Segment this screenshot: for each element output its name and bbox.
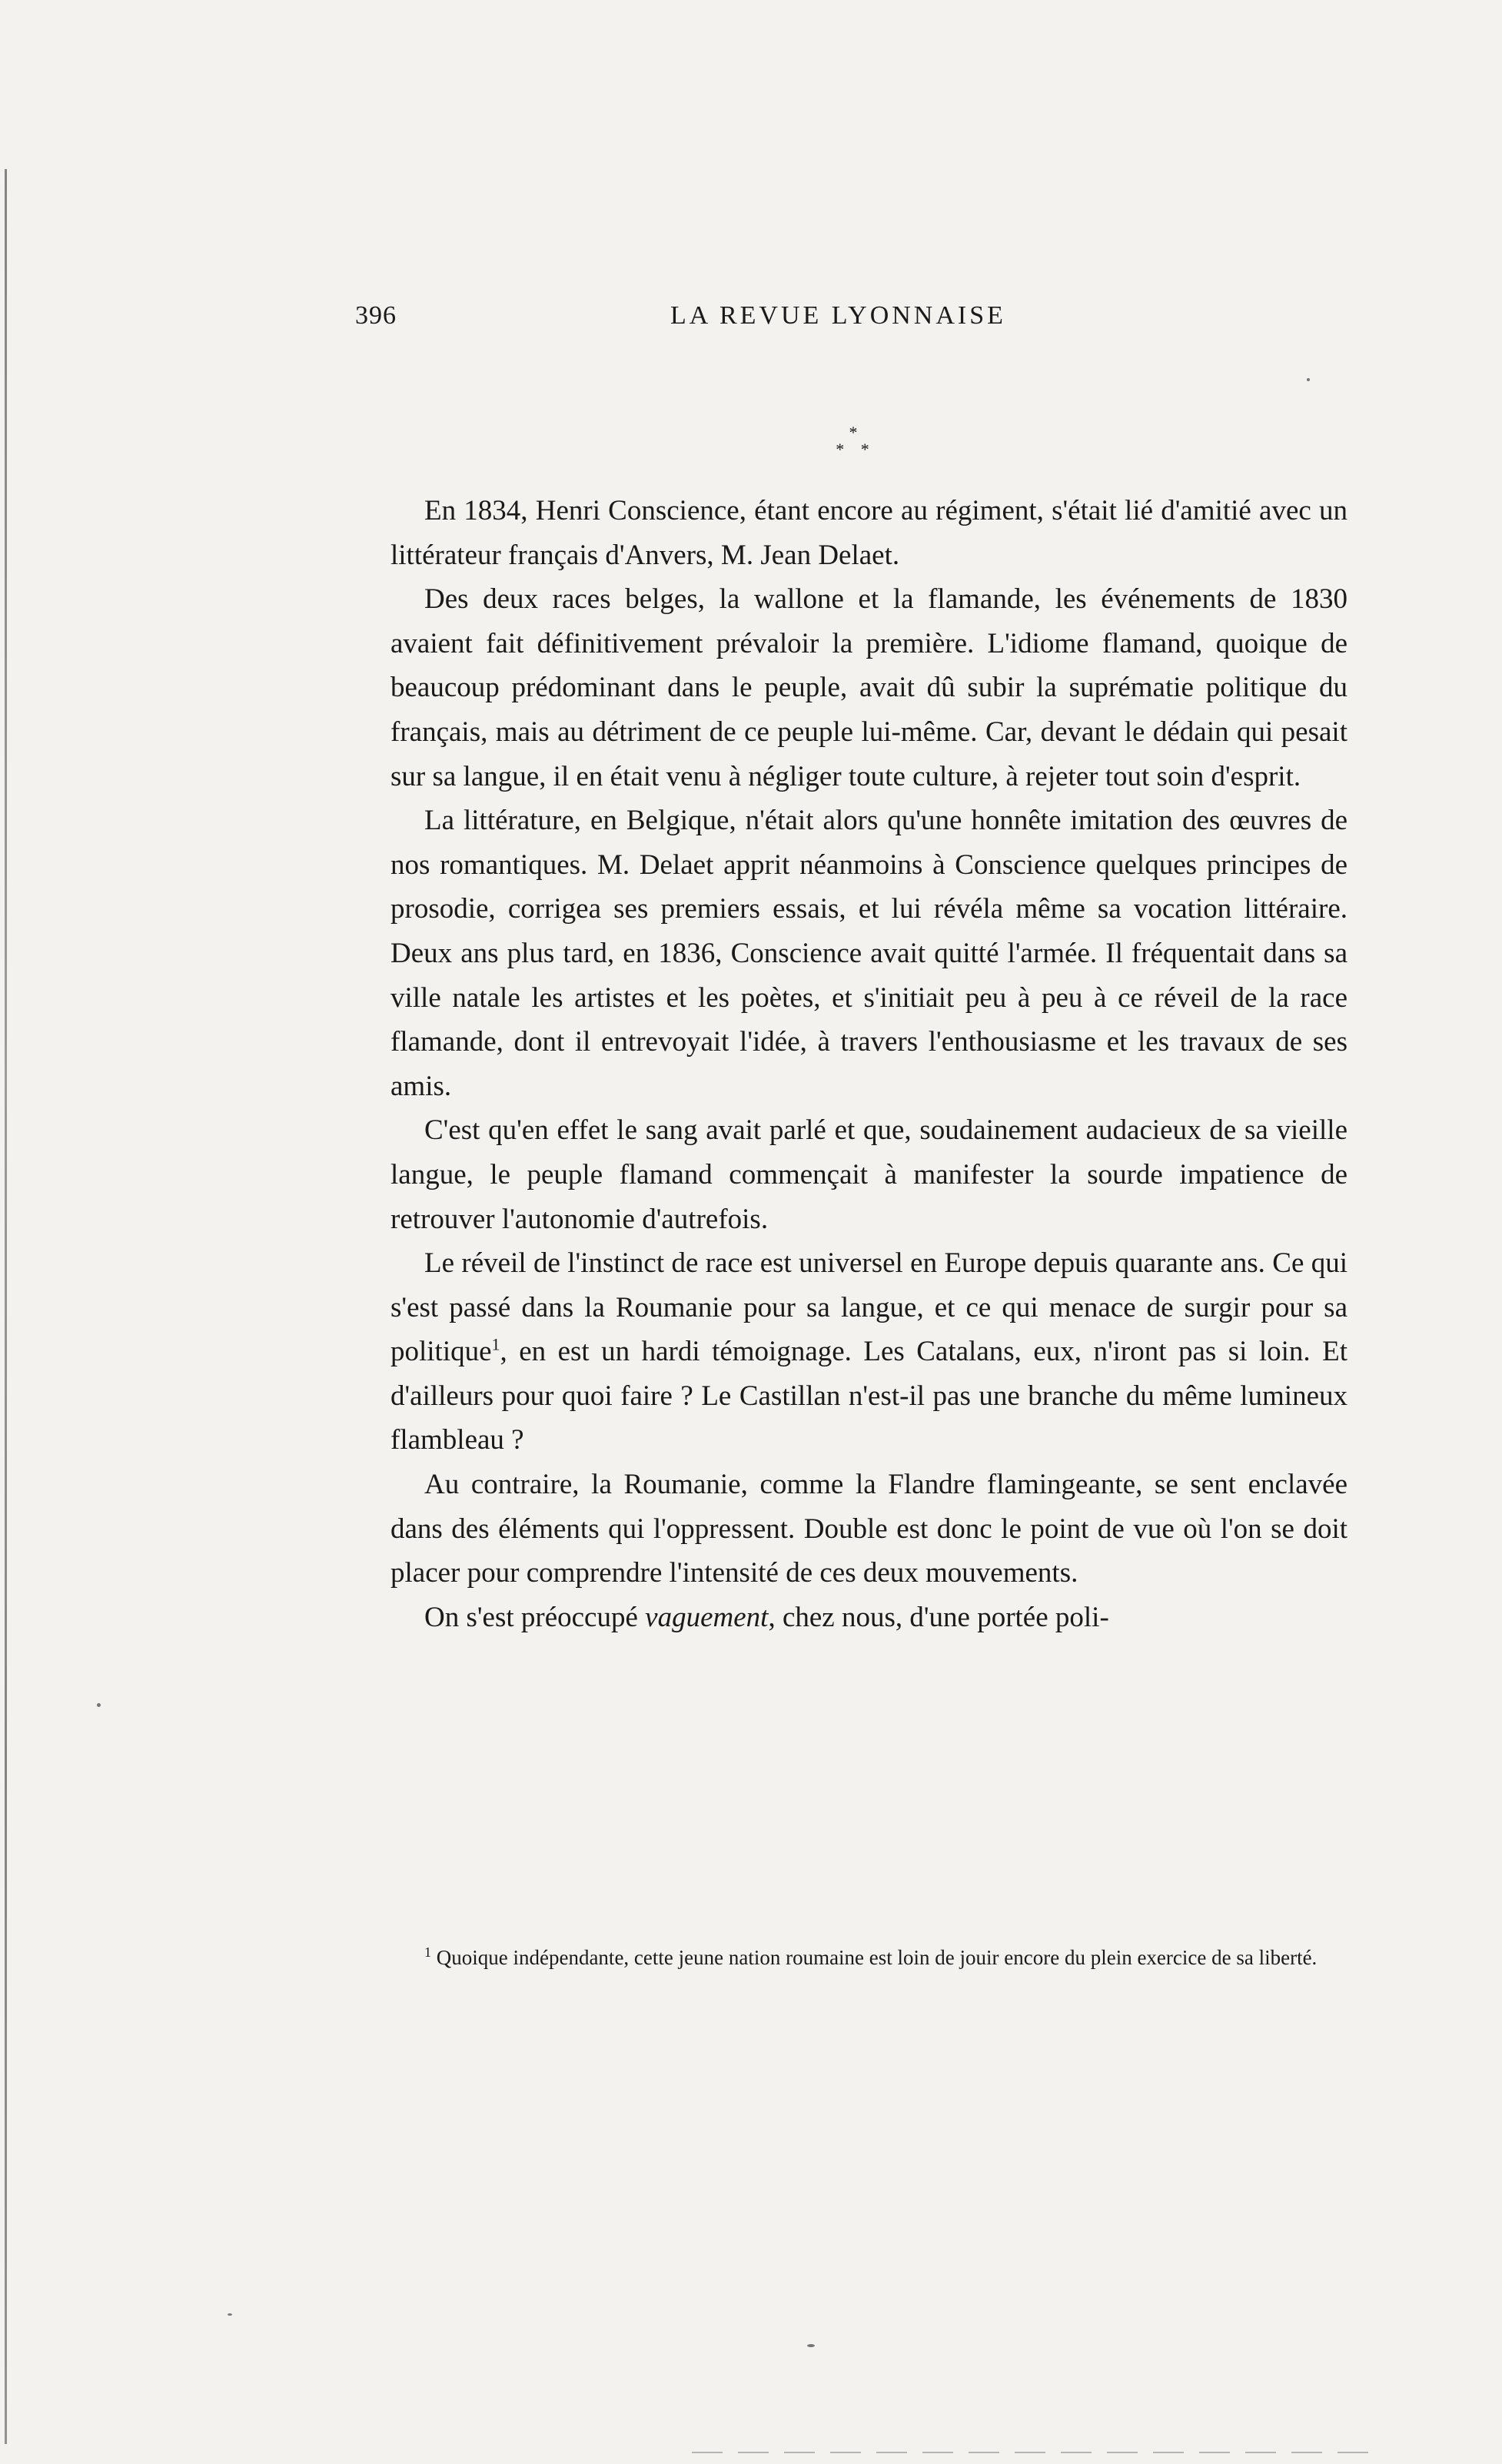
footnote-1 xyxy=(390,1940,1347,1975)
page-binding-edge xyxy=(5,169,7,2444)
emphasized-word: vaguement xyxy=(645,1601,769,1633)
paragraph-7-part-2: , chez nous, d'une portée poli- xyxy=(768,1601,1109,1633)
ink-speck-1 xyxy=(807,2344,815,2347)
paragraph-1: En 1834, Henri Conscience, étant encore au régiment, s'était lié d'amitié avec un littérateur français d'Anvers, M. Jean Delaet. xyxy=(390,495,1347,571)
footnote-text: Quoique indépendante, cette jeune nation roumaine est loin de jouir encore du plein exercice de sa liberté. xyxy=(436,1946,1318,1969)
running-title: LA REVUE LYONNAISE xyxy=(670,301,1006,330)
paragraph-7-part-1: On s'est préoccupé xyxy=(424,1601,646,1633)
footnote-reference: 1 xyxy=(491,1334,500,1354)
paragraph-5-part-2: , en est un hardi témoignage. Les Catalans, eux, n'iront pas si loin. Et d'ailleurs pour quoi faire ? Le Castillan n'est-il pas une branche du même lumineux flambleau ? xyxy=(390,1336,1347,1456)
paragraph-5 xyxy=(390,1241,1347,1463)
paragraph-6: Au contraire, la Roumanie, comme la Flandre flamingeante, se sent enclavée dans des éléments qui l'oppressent. Double est donc le point de vue où l'on se doit placer pour comprendre l'intensité de ces deux mouvements. xyxy=(390,1469,1347,1589)
asterism-bottom: * * xyxy=(836,440,876,459)
ink-speck-4 xyxy=(1307,378,1310,381)
asterism-top: * xyxy=(849,423,858,442)
footnotes xyxy=(390,1940,1347,1975)
body-text xyxy=(390,489,1347,1639)
paragraph-4: C'est qu'en effet le sang avait parlé et que, soudainement audacieux de sa vieille langue, le peuple flamand commençait à manifester la sourde impatience de retrouver l'autonomie d'autrefois. xyxy=(390,1114,1347,1235)
ink-speck-3 xyxy=(228,2313,232,2316)
paragraph-3: La littérature, en Belgique, n'était alors qu'une honnête imitation des œuvres de nos romantiques. M. Delaet apprit néanmoins à Conscience quelques principes de prosodie, corrigea ses premiers essais, et lui révéla même sa vocation littéraire. Deux ans plus tard, en 1836, Conscience avait quitté l'armée. Il fréquentait dans sa ville natale les artistes et les poètes, et s'initiait peu à peu à ce réveil de la race flamande, dont il entrevoyait l'idée, à travers l'enthousiasme et les travaux de ses amis. xyxy=(390,805,1347,1102)
page-bottom-rule xyxy=(692,2452,1384,2453)
paragraph-2: Des deux races belges, la wallone et la flamande, les événements de 1830 avaient fait définitivement prévaloir la première. L'idiome flamand, quoique de beaucoup prédominant dans le peuple, avait dû subir la suprématie politique du français, mais au détriment de ce peuple lui-même. Car, devant le dédain qui pesait sur sa langue, il en était venu à négliger toute culture, à rejeter tout soin d'esprit. xyxy=(390,583,1347,792)
paragraph-5-part-1: Le réveil de l'instinct de race est universel en Europe depuis quarante ans. Ce qui s'est passé dans la Roumanie pour sa langue, et ce qui menace de surgir pour sa politique xyxy=(390,1247,1347,1368)
page-number: 396 xyxy=(355,301,397,330)
page-header xyxy=(355,301,1047,347)
paragraph-7 xyxy=(390,1596,1347,1640)
footnote-marker: 1 xyxy=(424,1944,431,1960)
section-asterism xyxy=(830,424,876,470)
ink-speck-2 xyxy=(97,1703,101,1707)
